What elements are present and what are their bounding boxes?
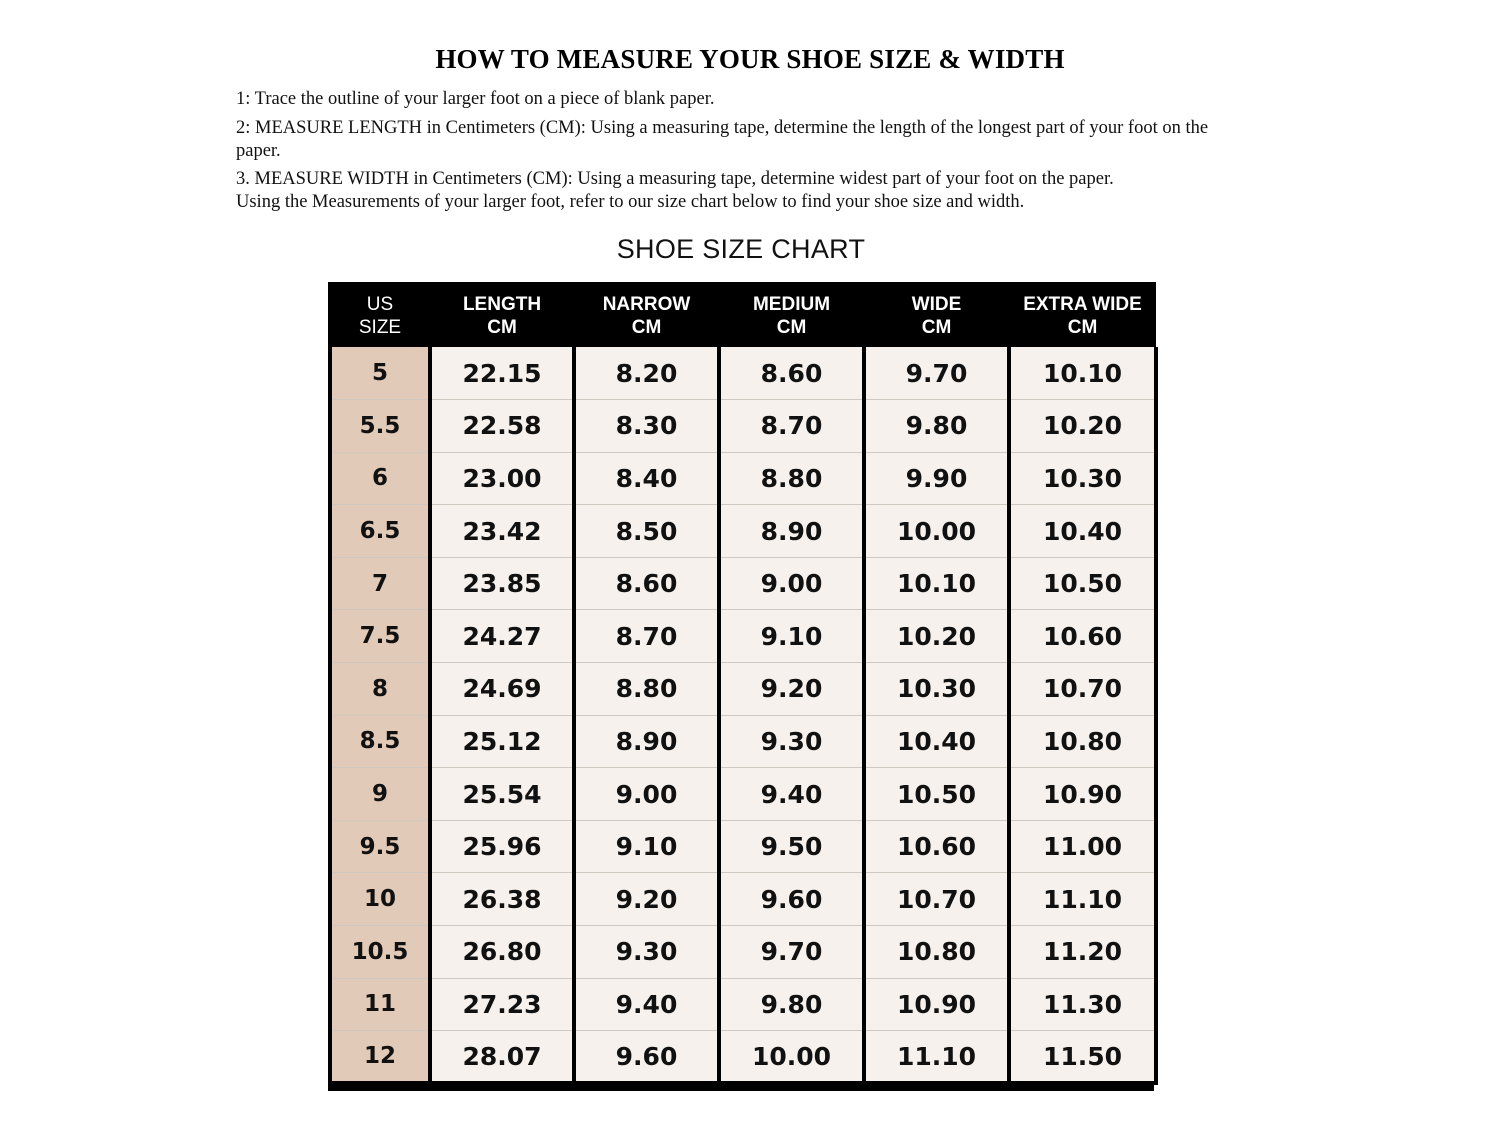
cell-extra-wide: 11.30	[1009, 978, 1156, 1031]
cell-medium: 8.80	[719, 452, 864, 505]
header-wide	[864, 282, 1009, 347]
cell-length: 25.96	[430, 820, 574, 873]
cell-wide: 10.30	[864, 663, 1009, 716]
cell-narrow: 8.80	[574, 663, 719, 716]
header-us-size-line: SIZE	[358, 316, 402, 338]
table-row	[330, 1031, 1156, 1084]
cell-medium: 9.30	[719, 715, 864, 768]
cell-extra-wide: 10.60	[1009, 610, 1156, 663]
cell-narrow: 8.70	[574, 610, 719, 663]
header-medium-line: MEDIUM	[752, 293, 831, 315]
header-wide-line: CM	[921, 316, 952, 338]
header-narrow	[574, 282, 719, 347]
cell-us-size: 12	[330, 1031, 430, 1084]
table-row	[330, 873, 1156, 926]
cell-narrow: 9.10	[574, 820, 719, 873]
size-chart-table-frame	[328, 282, 1154, 1091]
table-row	[330, 452, 1156, 505]
header-medium-line: CM	[776, 316, 807, 338]
table-row	[330, 347, 1156, 400]
cell-length: 24.69	[430, 663, 574, 716]
table-row	[330, 610, 1156, 663]
cell-us-size: 7	[330, 557, 430, 610]
cell-us-size: 7.5	[330, 610, 430, 663]
cell-wide: 10.10	[864, 557, 1009, 610]
cell-narrow: 9.20	[574, 873, 719, 926]
cell-medium: 9.10	[719, 610, 864, 663]
header-extra-wide-line: CM	[1067, 316, 1098, 338]
cell-wide: 10.50	[864, 768, 1009, 821]
cell-wide: 9.70	[864, 347, 1009, 400]
cell-wide: 10.60	[864, 820, 1009, 873]
cell-narrow: 8.20	[574, 347, 719, 400]
cell-narrow: 8.90	[574, 715, 719, 768]
table-row	[330, 926, 1156, 979]
cell-medium: 9.00	[719, 557, 864, 610]
table-row	[330, 663, 1156, 716]
header-medium	[719, 282, 864, 347]
table-header	[330, 282, 1156, 347]
table-row	[330, 400, 1156, 453]
cell-us-size: 5.5	[330, 400, 430, 453]
cell-extra-wide: 10.50	[1009, 557, 1156, 610]
cell-us-size: 9	[330, 768, 430, 821]
cell-medium: 9.20	[719, 663, 864, 716]
cell-us-size: 9.5	[330, 820, 430, 873]
cell-medium: 8.60	[719, 347, 864, 400]
header-row	[330, 282, 1156, 347]
cell-wide: 10.70	[864, 873, 1009, 926]
instruction-note: Using the Measurements of your larger foot, refer to our size chart below to find your shoe size and width.	[236, 192, 1025, 212]
header-extra-wide	[1009, 282, 1156, 347]
header-length-line: LENGTH	[462, 293, 542, 315]
table-row	[330, 978, 1156, 1031]
cell-length: 25.54	[430, 768, 574, 821]
header-length	[430, 282, 574, 347]
cell-narrow: 9.40	[574, 978, 719, 1031]
cell-us-size: 8	[330, 663, 430, 716]
cell-length: 22.58	[430, 400, 574, 453]
cell-extra-wide: 10.90	[1009, 768, 1156, 821]
instruction-step-1: 1: Trace the outline of your larger foot on a piece of blank paper.	[236, 89, 715, 109]
cell-us-size: 6.5	[330, 505, 430, 558]
cell-extra-wide: 10.70	[1009, 663, 1156, 716]
cell-length: 24.27	[430, 610, 574, 663]
cell-length: 23.85	[430, 557, 574, 610]
cell-extra-wide: 10.80	[1009, 715, 1156, 768]
cell-length: 26.80	[430, 926, 574, 979]
cell-extra-wide: 10.30	[1009, 452, 1156, 505]
cell-extra-wide: 10.20	[1009, 400, 1156, 453]
cell-narrow: 9.30	[574, 926, 719, 979]
cell-narrow: 8.60	[574, 557, 719, 610]
cell-medium: 9.50	[719, 820, 864, 873]
instruction-step-2: 2: MEASURE LENGTH in Centimeters (CM): Using a measuring tape, determine the length of the longest part of your foot on the paper.	[236, 117, 1209, 161]
table-row	[330, 505, 1156, 558]
cell-wide: 10.20	[864, 610, 1009, 663]
table-body	[330, 347, 1156, 1083]
cell-us-size: 10.5	[330, 926, 430, 979]
cell-extra-wide: 11.50	[1009, 1031, 1156, 1084]
header-us-size	[330, 282, 430, 347]
cell-wide: 11.10	[864, 1031, 1009, 1084]
cell-length: 22.15	[430, 347, 574, 400]
cell-us-size: 11	[330, 978, 430, 1031]
chart-title: SHOE SIZE CHART	[616, 234, 866, 264]
cell-medium: 9.60	[719, 873, 864, 926]
cell-wide: 9.90	[864, 452, 1009, 505]
page-title: HOW TO MEASURE YOUR SHOE SIZE & WIDTH	[435, 44, 1065, 74]
cell-wide: 10.80	[864, 926, 1009, 979]
cell-length: 27.23	[430, 978, 574, 1031]
cell-us-size: 5	[330, 347, 430, 400]
table-row	[330, 820, 1156, 873]
cell-narrow: 8.30	[574, 400, 719, 453]
cell-medium: 10.00	[719, 1031, 864, 1084]
cell-medium: 8.90	[719, 505, 864, 558]
cell-narrow: 9.00	[574, 768, 719, 821]
cell-wide: 10.90	[864, 978, 1009, 1031]
header-narrow-line: NARROW	[602, 293, 691, 315]
cell-narrow: 9.60	[574, 1031, 719, 1084]
header-extra-wide-line: EXTRA WIDE	[1023, 293, 1142, 315]
cell-narrow: 8.40	[574, 452, 719, 505]
header-narrow-line: CM	[631, 316, 662, 338]
cell-us-size: 6	[330, 452, 430, 505]
cell-medium: 9.40	[719, 768, 864, 821]
cell-medium: 8.70	[719, 400, 864, 453]
size-chart-table	[328, 282, 1158, 1085]
cell-length: 23.00	[430, 452, 574, 505]
instructions	[236, 88, 1236, 220]
cell-us-size: 8.5	[330, 715, 430, 768]
cell-extra-wide: 10.10	[1009, 347, 1156, 400]
cell-extra-wide: 11.00	[1009, 820, 1156, 873]
table-row	[330, 768, 1156, 821]
table-row	[330, 557, 1156, 610]
instruction-step-3: 3. MEASURE WIDTH in Centimeters (CM): Using a measuring tape, determine widest part of your foot on the paper.	[236, 168, 1114, 189]
cell-narrow: 8.50	[574, 505, 719, 558]
cell-length: 26.38	[430, 873, 574, 926]
cell-length: 23.42	[430, 505, 574, 558]
cell-us-size: 10	[330, 873, 430, 926]
cell-wide: 10.40	[864, 715, 1009, 768]
cell-medium: 9.70	[719, 926, 864, 979]
cell-wide: 10.00	[864, 505, 1009, 558]
cell-wide: 9.80	[864, 400, 1009, 453]
cell-extra-wide: 11.10	[1009, 873, 1156, 926]
cell-extra-wide: 10.40	[1009, 505, 1156, 558]
table-row	[330, 715, 1156, 768]
cell-medium: 9.80	[719, 978, 864, 1031]
cell-extra-wide: 11.20	[1009, 926, 1156, 979]
header-wide-line: WIDE	[911, 293, 962, 315]
cell-length: 25.12	[430, 715, 574, 768]
header-us-size-line: US	[366, 293, 394, 315]
cell-length: 28.07	[430, 1031, 574, 1084]
header-length-line: CM	[487, 316, 517, 338]
